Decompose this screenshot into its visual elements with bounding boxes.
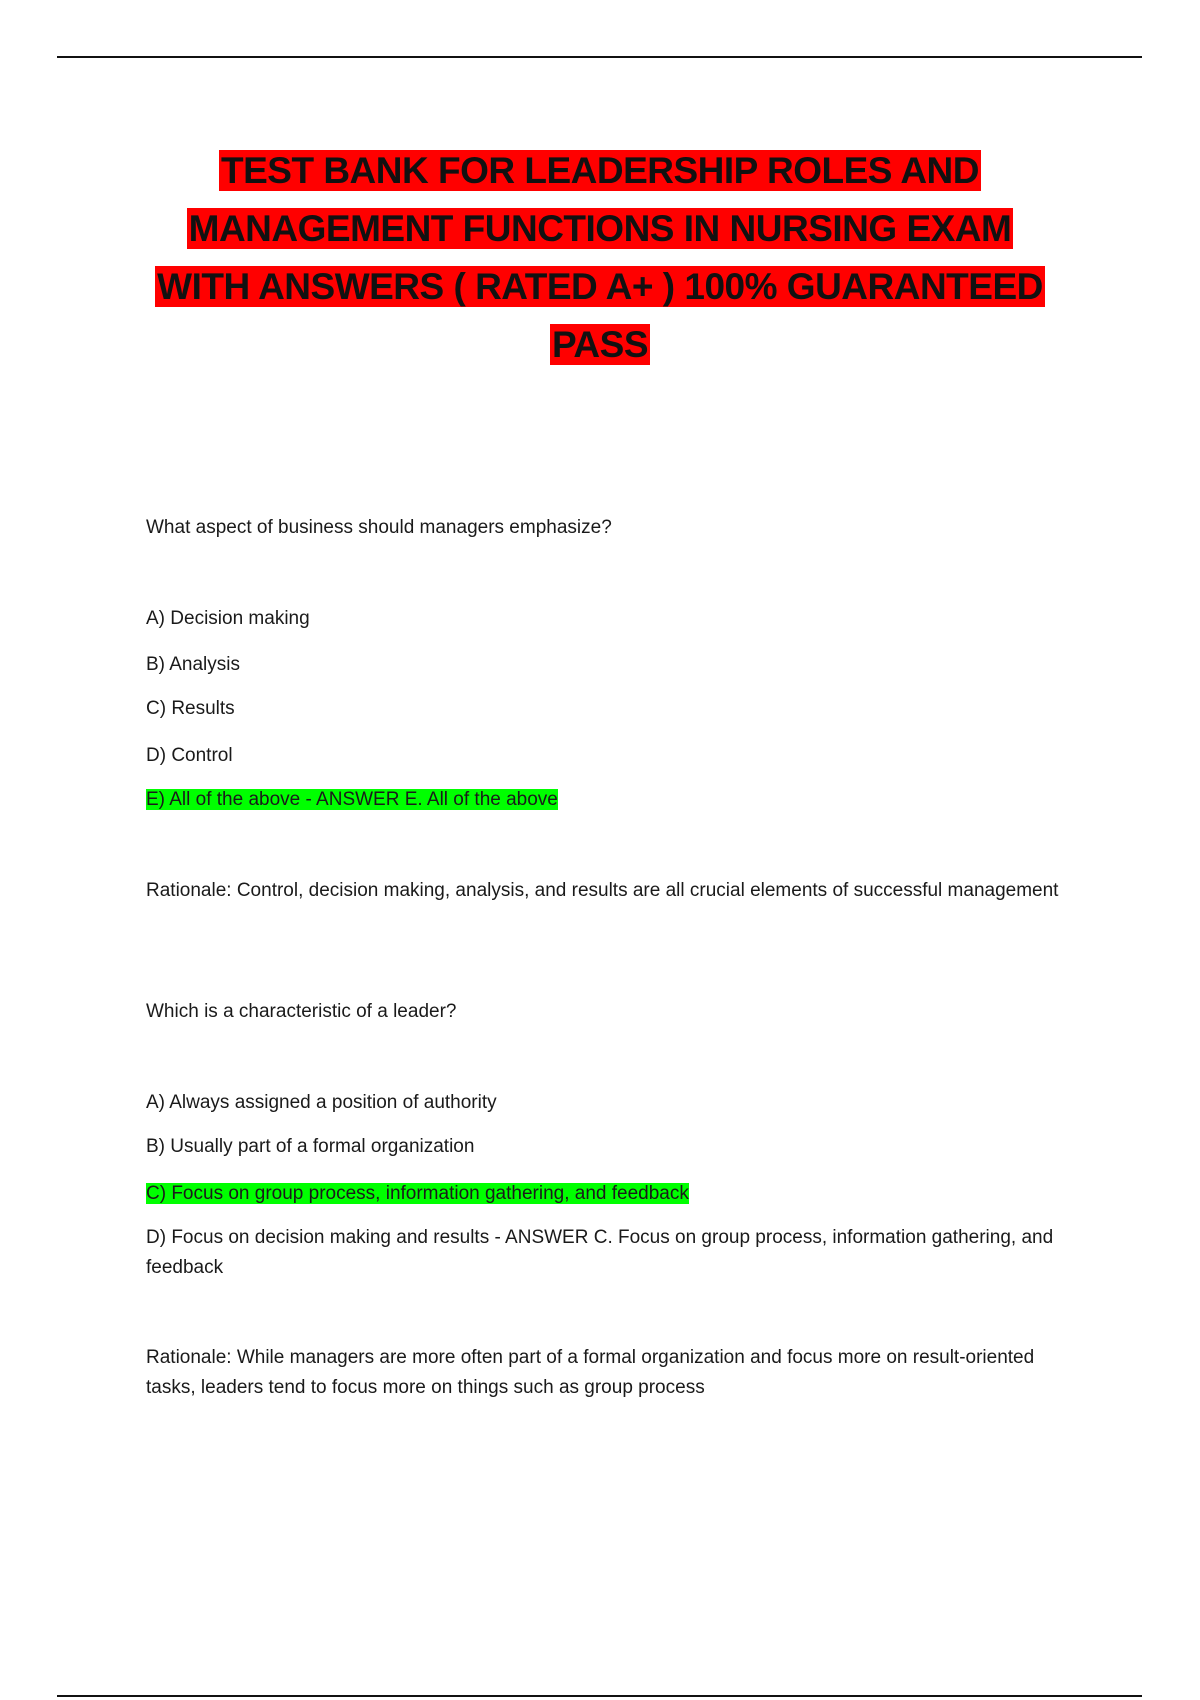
top-rule — [57, 56, 1142, 58]
answer-highlight: E) All of the above - ANSWER E. All of the above — [146, 789, 558, 810]
question-1: What aspect of business should managers emphasize? — [146, 517, 612, 538]
q2-rationale: Rationale: While managers are more often part of a formal organization and focus more on result-oriented tasks, leaders tend to focus more on things such as group process — [146, 1347, 1035, 1398]
question-2: Which is a characteristic of a leader? — [146, 1001, 457, 1022]
q1-rationale: Rationale: Control, decision making, analysis, and results are all crucial elements of successful management — [146, 880, 1059, 901]
title-line: MANAGEMENT FUNCTIONS IN NURSING EXAM — [188, 208, 1012, 249]
q2-option-b: B) Usually part of a formal organization — [146, 1136, 475, 1157]
q2-option-d: D) Focus on decision making and results - ANSWER C. Focus on group process, information gathering, and feedback — [146, 1227, 1054, 1278]
title-line: TEST BANK FOR LEADERSHIP ROLES AND — [221, 150, 979, 191]
q2-option-c-answer — [146, 1179, 1066, 1209]
q1-option-d: D) Control — [146, 745, 233, 766]
title-line: WITH ANSWERS ( RATED A+ ) 100% GUARANTEED — [157, 266, 1043, 307]
bottom-rule — [57, 1695, 1142, 1697]
q1-option-b: B) Analysis — [146, 654, 240, 675]
q2-option-a: A) Always assigned a position of authority — [146, 1092, 497, 1113]
document-title — [0, 143, 1200, 375]
q1-option-a: A) Decision making — [146, 608, 310, 629]
q1-option-e-answer — [146, 785, 1066, 815]
answer-highlight: C) Focus on group process, information gathering, and feedback — [146, 1183, 689, 1204]
title-line: PASS — [551, 324, 648, 365]
q1-option-c: C) Results — [146, 698, 235, 719]
